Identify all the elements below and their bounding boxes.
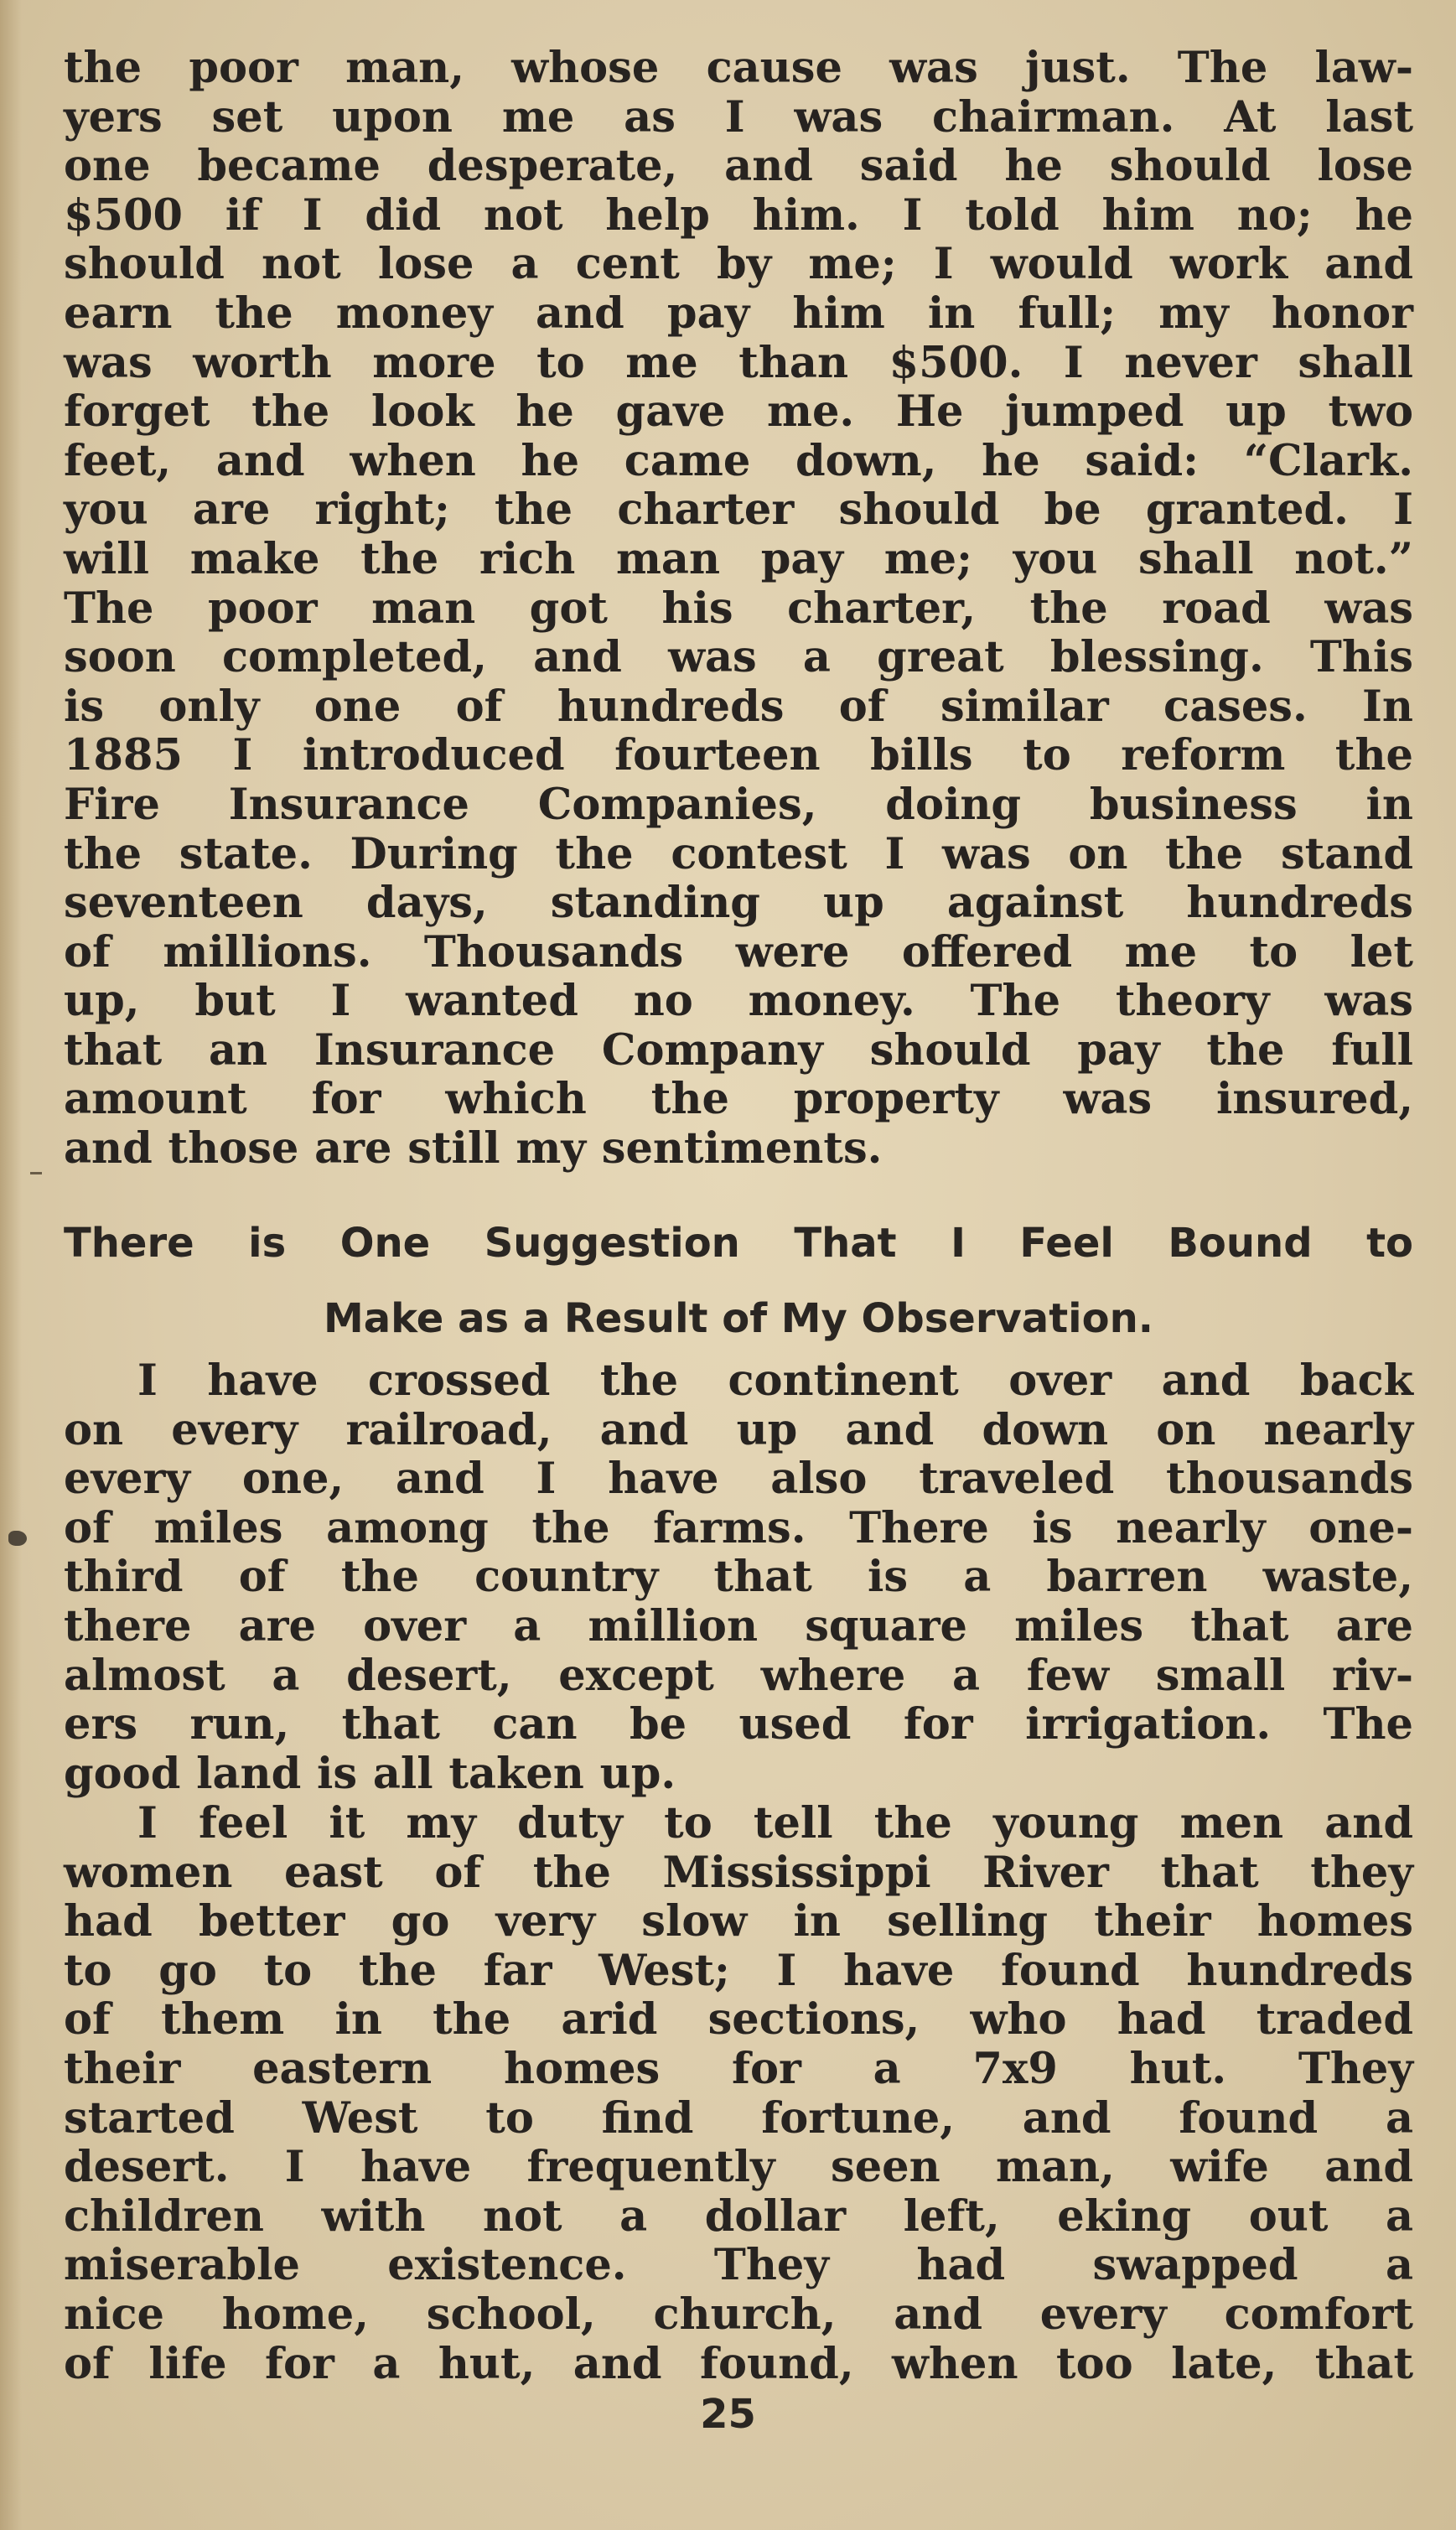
text-line: women east of the Mississippi River that they bbox=[64, 1847, 1413, 1898]
text-line: good land is all taken up. bbox=[64, 1748, 676, 1799]
page-number: 25 bbox=[700, 2391, 756, 2438]
text-line: that an Insurance Company should pay the full bbox=[64, 1024, 1413, 1076]
text-line: is only one of hundreds of similar cases. In bbox=[64, 681, 1413, 732]
paragraph-3 bbox=[64, 1799, 1413, 2388]
text-line: $500 if I did not help him. I told him no; he bbox=[64, 189, 1413, 241]
text-line: amount for which the property was insured, bbox=[64, 1074, 1413, 1125]
text-line: should not lose a cent by me; I would work and bbox=[64, 239, 1413, 290]
text-line: had better go very slow in selling their homes bbox=[64, 1896, 1413, 1947]
text-line: yers set upon me as I was chairman. At last bbox=[64, 91, 1413, 143]
text-line: desert. I have frequently seen man, wife and bbox=[64, 2142, 1413, 2193]
text-line: the state. During the contest I was on the stand bbox=[64, 828, 1413, 879]
text-line: nice home, school, church, and every comfort bbox=[64, 2289, 1413, 2340]
page-gutter bbox=[0, 0, 22, 2530]
text-line: you are right; the charter should be granted. I bbox=[64, 485, 1413, 536]
text-line: almost a desert, except where a few small riv- bbox=[64, 1650, 1413, 1701]
text-line: third of the country that is a barren waste, bbox=[64, 1552, 1413, 1603]
text-line: 1885 I introduced fourteen bills to reform the bbox=[64, 730, 1413, 781]
paragraph-1 bbox=[64, 44, 1413, 1174]
text-line: will make the rich man pay me; you shall not.” bbox=[64, 533, 1413, 584]
text-line: feet, and when he came down, he said: “Clark. bbox=[64, 435, 1413, 486]
text-line: up, but I wanted no money. The theory was bbox=[64, 976, 1413, 1027]
text-line: seventeen days, standing up against hundreds bbox=[64, 878, 1413, 929]
text-line: of life for a hut, and found, when too late, that bbox=[64, 2338, 1413, 2389]
text-line: forget the look he gave me. He jumped up two bbox=[64, 386, 1413, 438]
text-line: of miles among the farms. There is nearly one- bbox=[64, 1502, 1413, 1553]
section-heading-line-1: There is One Suggestion That I Feel Bound to bbox=[64, 1220, 1413, 1267]
text-line: started West to find fortune, and found a bbox=[64, 2092, 1413, 2144]
text-line: to go to the far West; I have found hundreds bbox=[64, 1945, 1413, 1996]
paragraph-2 bbox=[64, 1356, 1413, 1798]
text-line: ers run, that can be used for irrigation. The bbox=[64, 1699, 1413, 1750]
text-line: I feel it my duty to tell the young men and bbox=[137, 1798, 1413, 1848]
text-line: Fire Insurance Companies, doing business in bbox=[64, 779, 1413, 830]
text-line: of millions. Thousands were offered me to let bbox=[64, 926, 1413, 977]
text-line: every one, and I have also traveled thousands bbox=[64, 1454, 1413, 1505]
text-line: their eastern homes for a 7x9 hut. They bbox=[64, 2043, 1413, 2094]
text-line: I have crossed the continent over and back bbox=[137, 1356, 1413, 1406]
text-line: children with not a dollar left, eking out a bbox=[64, 2190, 1413, 2242]
margin-mark bbox=[30, 1172, 42, 1174]
text-line: the poor man, whose cause was just. The law- bbox=[64, 43, 1413, 93]
text-line: miserable existence. They had swapped a bbox=[64, 2240, 1413, 2291]
section-heading-line-2: Make as a Result of My Observation. bbox=[324, 1295, 1153, 1342]
text-line: The poor man got his charter, the road was bbox=[64, 583, 1413, 634]
text-line: one became desperate, and said he should lose bbox=[64, 141, 1413, 192]
text-line: earn the money and pay him in full; my honor bbox=[64, 288, 1413, 339]
text-line: on every railroad, and up and down on nearly bbox=[64, 1404, 1413, 1455]
ink-blot bbox=[8, 1531, 27, 1546]
text-line: was worth more to me than $500. I never shall bbox=[64, 337, 1413, 388]
text-line: and those are still my sentiments. bbox=[64, 1123, 883, 1174]
text-line: of them in the arid sections, who had traded bbox=[64, 1994, 1413, 2045]
text-line: there are over a million square miles that are bbox=[64, 1600, 1413, 1651]
text-line: soon completed, and was a great blessing. This bbox=[64, 632, 1413, 683]
